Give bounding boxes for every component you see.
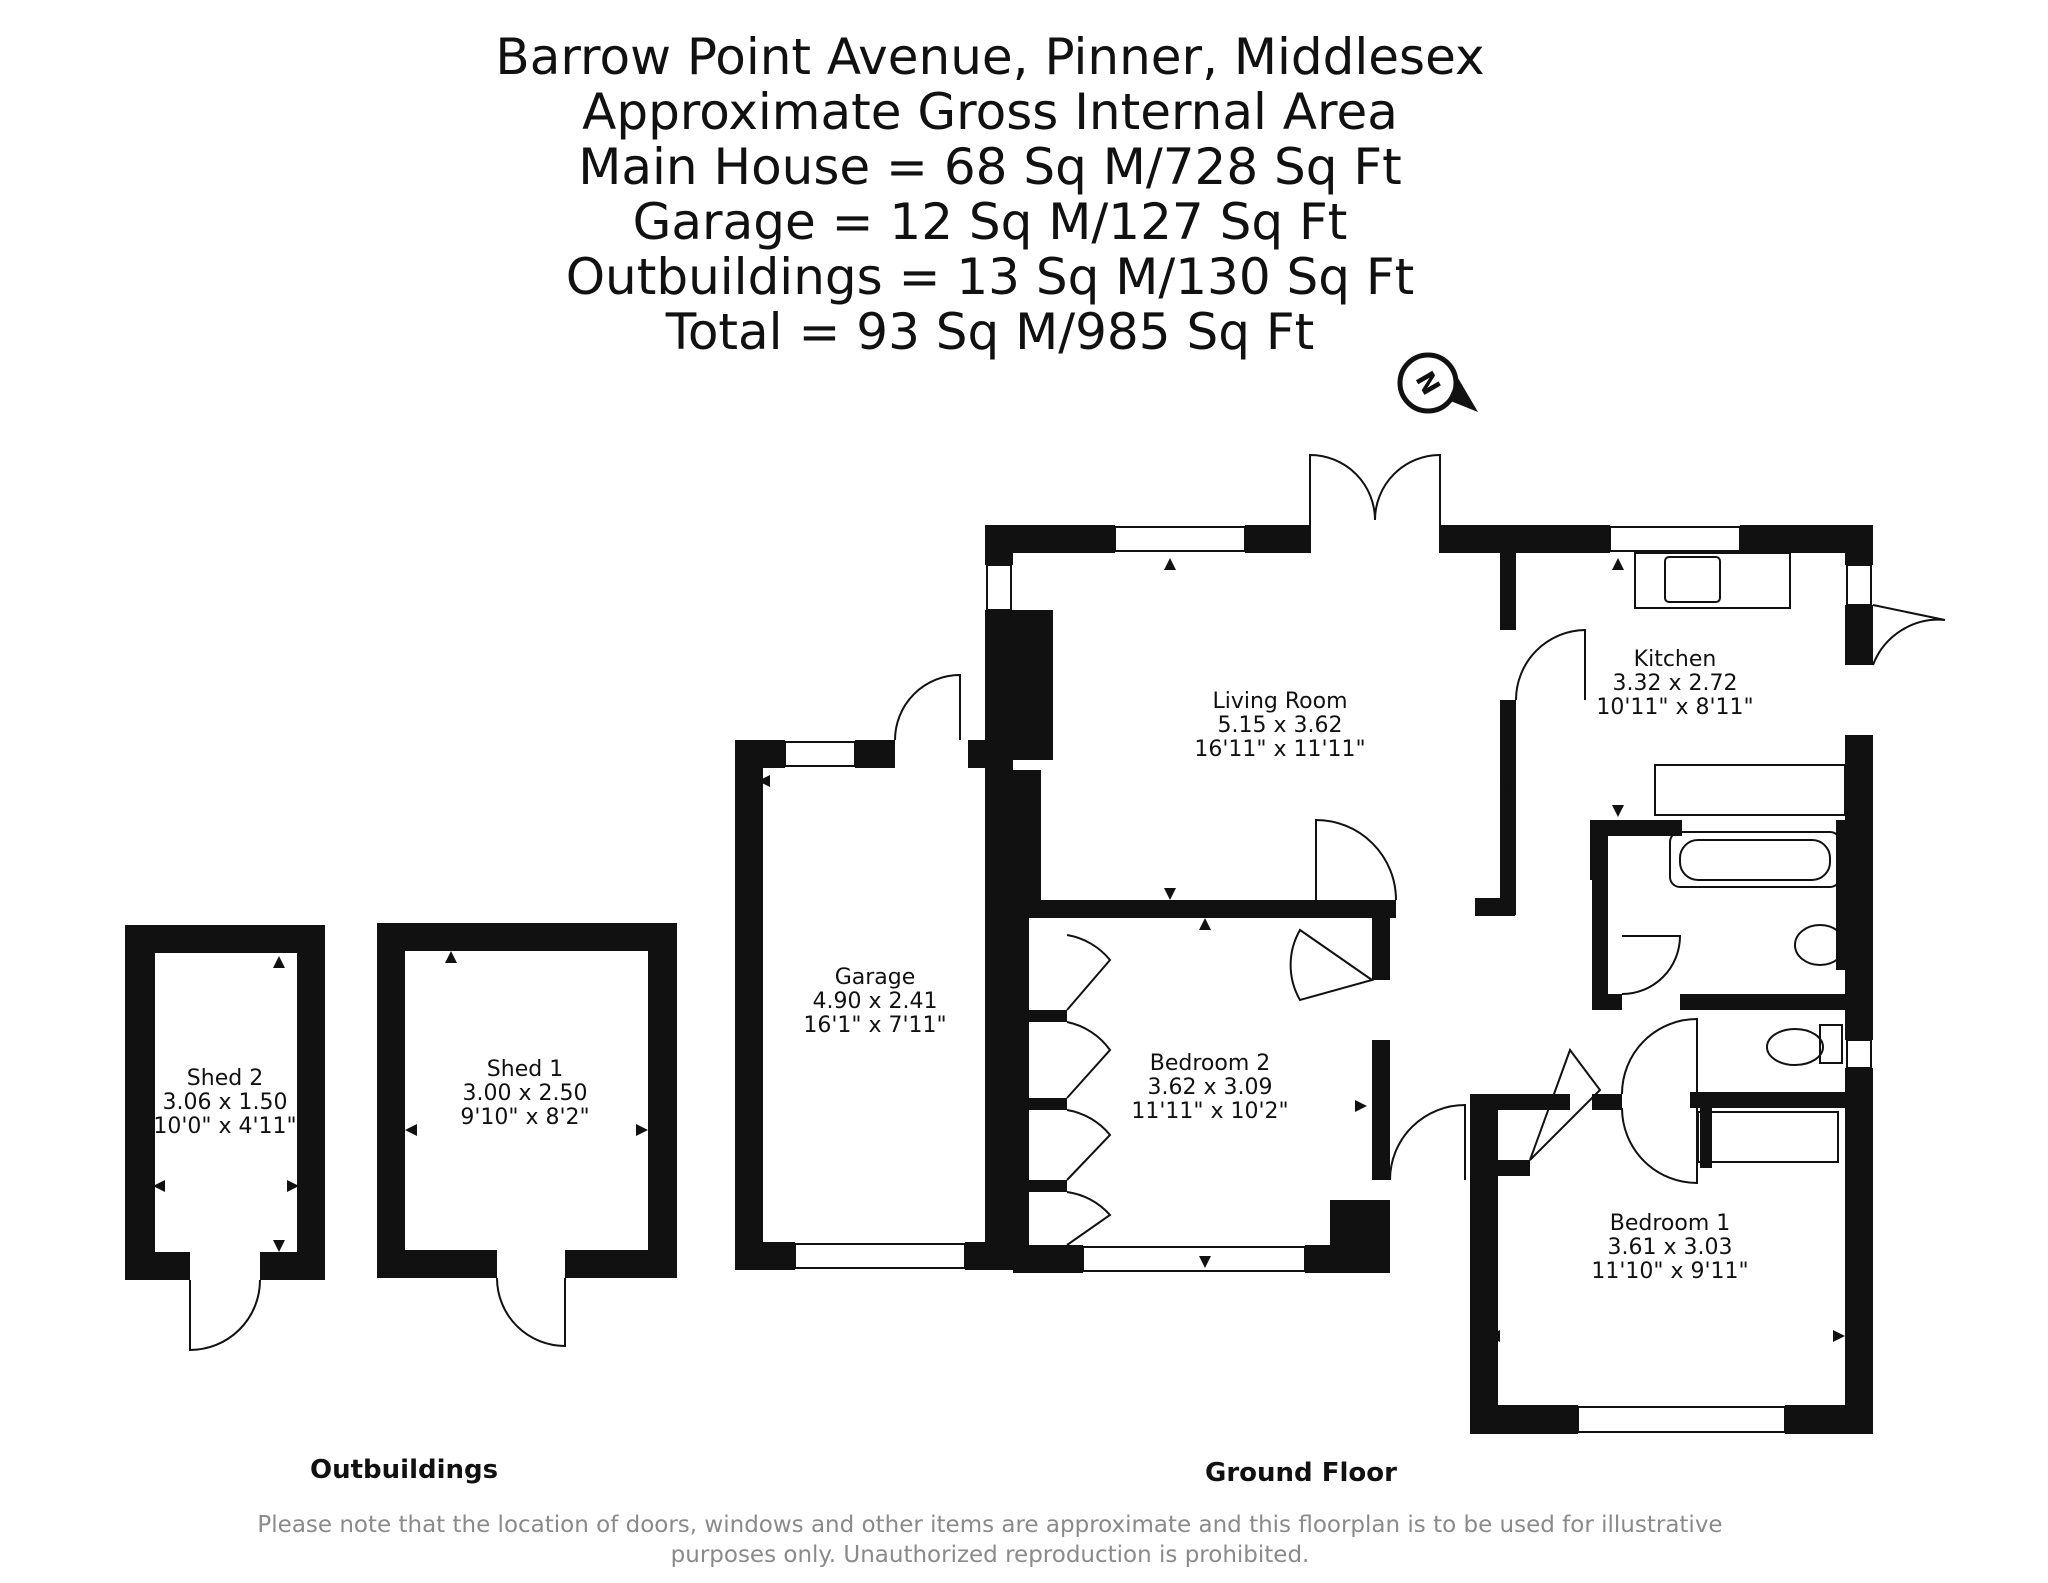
bed1-wall [1470,1094,1498,1434]
room-imperial: 9'10" x 8'2" [460,1105,590,1130]
main-house-area: Main House = 68 Sq M/728 Sq Ft [578,138,1402,196]
bath-wall [1680,994,1870,1010]
window [1115,527,1245,551]
garage-door [795,1244,965,1268]
bed1-door [1390,1105,1465,1180]
bed2-wall [1372,900,1390,980]
room-garage [785,966,965,1038]
room-living-room [1180,690,1380,762]
room-bedroom-1 [1570,1212,1770,1284]
window [1578,1407,1785,1432]
living-kitchen-wall [1500,550,1516,630]
room-metric: 3.32 x 2.72 [1612,671,1738,696]
room-kitchen [1575,648,1775,720]
bath-wall [1592,820,1608,1000]
garage-wall [735,1242,795,1270]
window [785,742,855,766]
disclaimer-line-2: purposes only. Unauthorized reproduction is prohibited. [670,1542,1310,1568]
living-wall [985,525,1013,565]
shed1-wall [377,1250,497,1278]
toilet [1767,1029,1823,1065]
living-wall [1475,898,1515,916]
room-metric: 4.90 x 2.41 [812,989,938,1014]
room-metric: 5.15 x 3.62 [1217,713,1343,738]
wardrobe-door [1067,1022,1110,1098]
shed1-wall [377,923,405,1278]
shed1-wall [377,923,677,951]
french-door [1310,455,1375,553]
wardrobe-door [1067,935,1110,1010]
kitchen-wall [1845,735,1873,860]
room-bedroom-2 [1110,1052,1310,1124]
kitchen-sink [1665,557,1720,602]
kitchen-worktop [1655,765,1845,815]
wardrobe-door [1067,1110,1110,1180]
living-wall [1013,900,1373,918]
room-name: Living Room [1212,689,1348,714]
shed2-door [190,1280,260,1350]
garage-side-door [895,675,960,740]
room-shed-1 [440,1058,610,1130]
bathtub-inner [1680,840,1830,880]
shed1-wall [565,1250,677,1278]
bed1-wall [1498,1405,1578,1434]
living-wall [1245,525,1310,553]
room-imperial: 10'11" x 8'11" [1596,695,1754,720]
kitchen-back-door [1873,605,1945,665]
room-imperial: 16'11" x 11'11" [1194,737,1366,762]
garage-wall [855,740,895,768]
french-door [1375,455,1440,553]
bath-door [1622,936,1680,994]
garage-wall [735,740,785,768]
room-name: Garage [834,965,916,990]
disclaimer-line-1: Please note that the location of doors, windows and other items are approximate and this floorplan is to be used for illustrative [257,1512,1723,1538]
bath-wall [1845,860,1873,1040]
room-name: Bedroom 1 [1609,1211,1731,1236]
bed1-wall [1470,1094,1570,1110]
total-area: Total = 93 Sq M/985 Sq Ft [665,303,1315,361]
garage-wall [985,740,1013,1270]
room-metric: 3.61 x 3.03 [1607,1235,1733,1260]
garage-area: Garage = 12 Sq M/127 Sq Ft [632,193,1348,251]
living-wall [985,610,1013,770]
bed2-wall [1330,1200,1390,1273]
window [987,565,1011,610]
room-name: Kitchen [1633,647,1717,672]
room-metric: 3.00 x 2.50 [462,1081,588,1106]
garage-wall [735,740,763,1270]
shed2-wall [125,1252,190,1280]
bath-wall [1592,994,1622,1010]
window [1610,527,1740,551]
wardrobe-wall [1027,1180,1067,1192]
kitchen-counter [1635,553,1790,608]
bed1-wall [1845,1094,1873,1434]
wc-wall [1592,1094,1622,1110]
wardrobe-wall [1027,1098,1067,1110]
bed2-wall [1372,1040,1390,1180]
room-name: Shed 1 [486,1057,564,1082]
room-imperial: 10'0" x 4'11" [153,1114,297,1139]
window [1083,1247,1305,1271]
ground-floor-label: Ground Floor [1205,1458,1397,1488]
bed1-entry-door [1622,1108,1697,1183]
room-metric: 3.06 x 1.50 [162,1090,288,1115]
shed1-wall [648,923,677,1278]
kitchen-wall [1845,605,1873,665]
living-wall [1440,525,1610,553]
room-imperial: 11'10" x 9'11" [1591,1259,1749,1284]
room-imperial: 11'11" x 10'2" [1131,1099,1289,1124]
disclaimer [200,1510,1780,1570]
shed2-wall [260,1252,325,1280]
living-door [1316,820,1396,900]
room-metric: 3.62 x 3.09 [1147,1075,1273,1100]
chimney [1013,610,1053,760]
kitchen-wall [1845,525,1873,565]
room-name: Bedroom 2 [1149,1051,1271,1076]
wardrobe-wall [1027,1010,1067,1022]
wardrobe [1698,1112,1838,1162]
north-arrow-icon [1400,355,1478,412]
bed1-wall [1470,1160,1530,1176]
wardrobe-door [1067,1192,1110,1245]
north-letter: N [1408,366,1446,401]
room-name: Shed 2 [186,1066,264,1091]
bed1-wall [1700,1108,1712,1168]
bed2-wall [1013,1245,1083,1273]
shed1-door [497,1278,565,1346]
outbuildings-area: Outbuildings = 13 Sq M/130 Sq Ft [565,248,1415,306]
window [1847,565,1871,605]
wc-door [1622,1019,1697,1094]
property-address: Barrow Point Avenue, Pinner, Middlesex [495,28,1485,86]
area-title: Approximate Gross Internal Area [582,83,1398,141]
room-shed-2 [150,1067,300,1139]
shed2-wall [297,925,325,1280]
living-kitchen-wall [1500,700,1516,915]
window [1847,1040,1871,1068]
bed2-wall [1013,900,1029,1270]
room-imperial: 16'1" x 7'11" [803,1013,947,1038]
bed2-door [1291,930,1372,1000]
outbuildings-label: Outbuildings [310,1455,499,1485]
